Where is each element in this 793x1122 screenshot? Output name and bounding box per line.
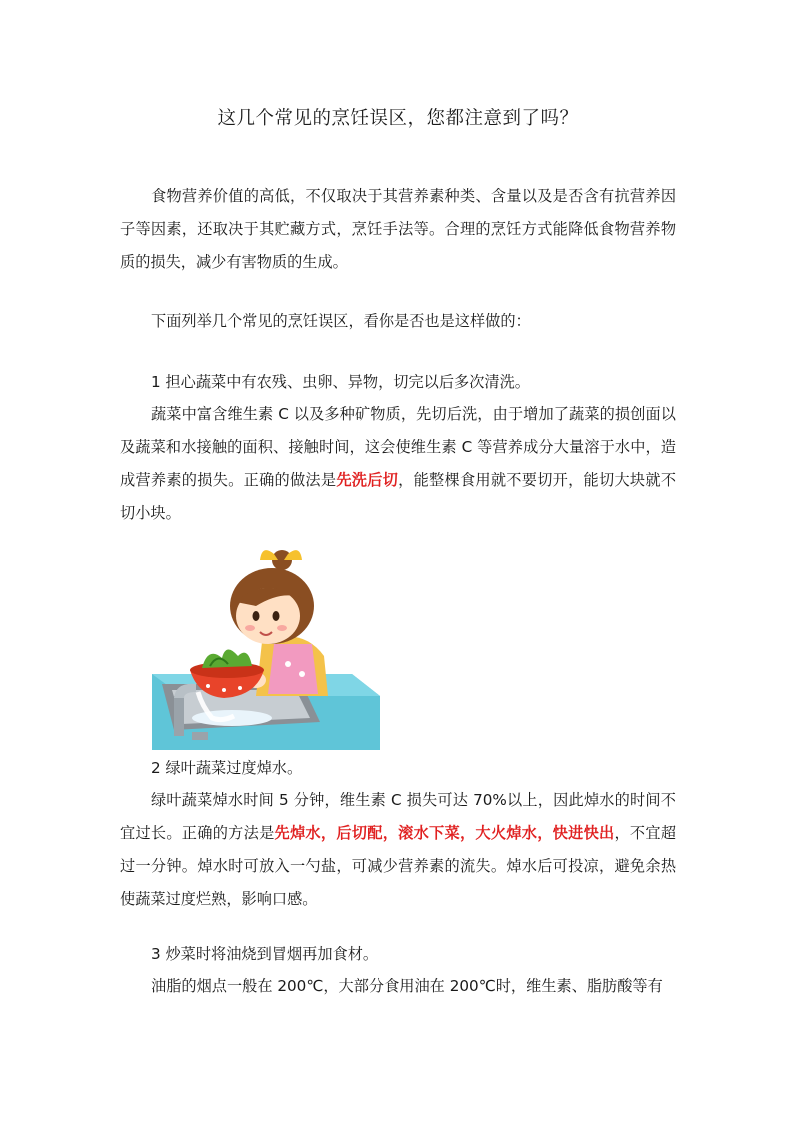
lead-paragraph: 下面列举几个常见的烹饪误区，看你是否也是这样做的： <box>151 312 531 330</box>
section-1-body-text-end: ，能整棵食用就不要切开，能切大块就不切小块。 <box>120 471 677 522</box>
section-1-body-text: 蔬菜中富含维生素 C 以及多种矿物质，先切后洗，由于增加了蔬菜的损创面以及蔬菜和水接触的面积、接触时间，这会使维生素 C 等营养成分大量溶于水中，造成营养素的损失。正确的做法是 <box>120 405 676 489</box>
section-1-heading: 1 担心蔬菜中有农残、虫卵、异物，切完以后多次清洗。 <box>151 373 530 391</box>
section-2-highlight: 先焯水，后切配，滚水下菜，大火焯水，快进快出 <box>274 824 615 842</box>
section-3-body: 油脂的烟点一般在 200℃，大部分食用油在 200℃时，维生素、脂肪酸等有 <box>151 977 663 995</box>
girl-washing-vegetables-illustration <box>152 546 380 750</box>
section-2-heading: 2 绿叶蔬菜过度焯水。 <box>151 759 303 777</box>
section-1-body <box>120 398 676 530</box>
section-3-heading: 3 炒菜时将油烧到冒烟再加食材。 <box>151 945 379 963</box>
section-1-highlight: 先洗后切 <box>336 471 399 489</box>
intro-paragraph: 食物营养价值的高低，不仅取决于其营养素种类、含量以及是否含有抗营养因子等因素，还取决于其贮藏方式，烹饪手法等。合理的烹饪方式能降低食物营养物质的损失，减少有害物质的生成。 <box>120 187 676 271</box>
article-title: 这几个常见的烹饪误区，您都注意到了吗？ <box>217 108 579 129</box>
section-2-body-text-end: ，不宜超过一分钟。焯水时可放入一勺盐，可减少营养素的流失。焯水后可投凉，避免余热使蔬菜过度烂熟，影响口感。 <box>120 824 677 908</box>
section-2-body <box>120 784 676 916</box>
section-2-body-text: 绿叶蔬菜焯水时间 5 分钟，维生素 C 损失可达 70%以上，因此焯水的时间不宜过长。正确的方法是 <box>120 791 676 842</box>
